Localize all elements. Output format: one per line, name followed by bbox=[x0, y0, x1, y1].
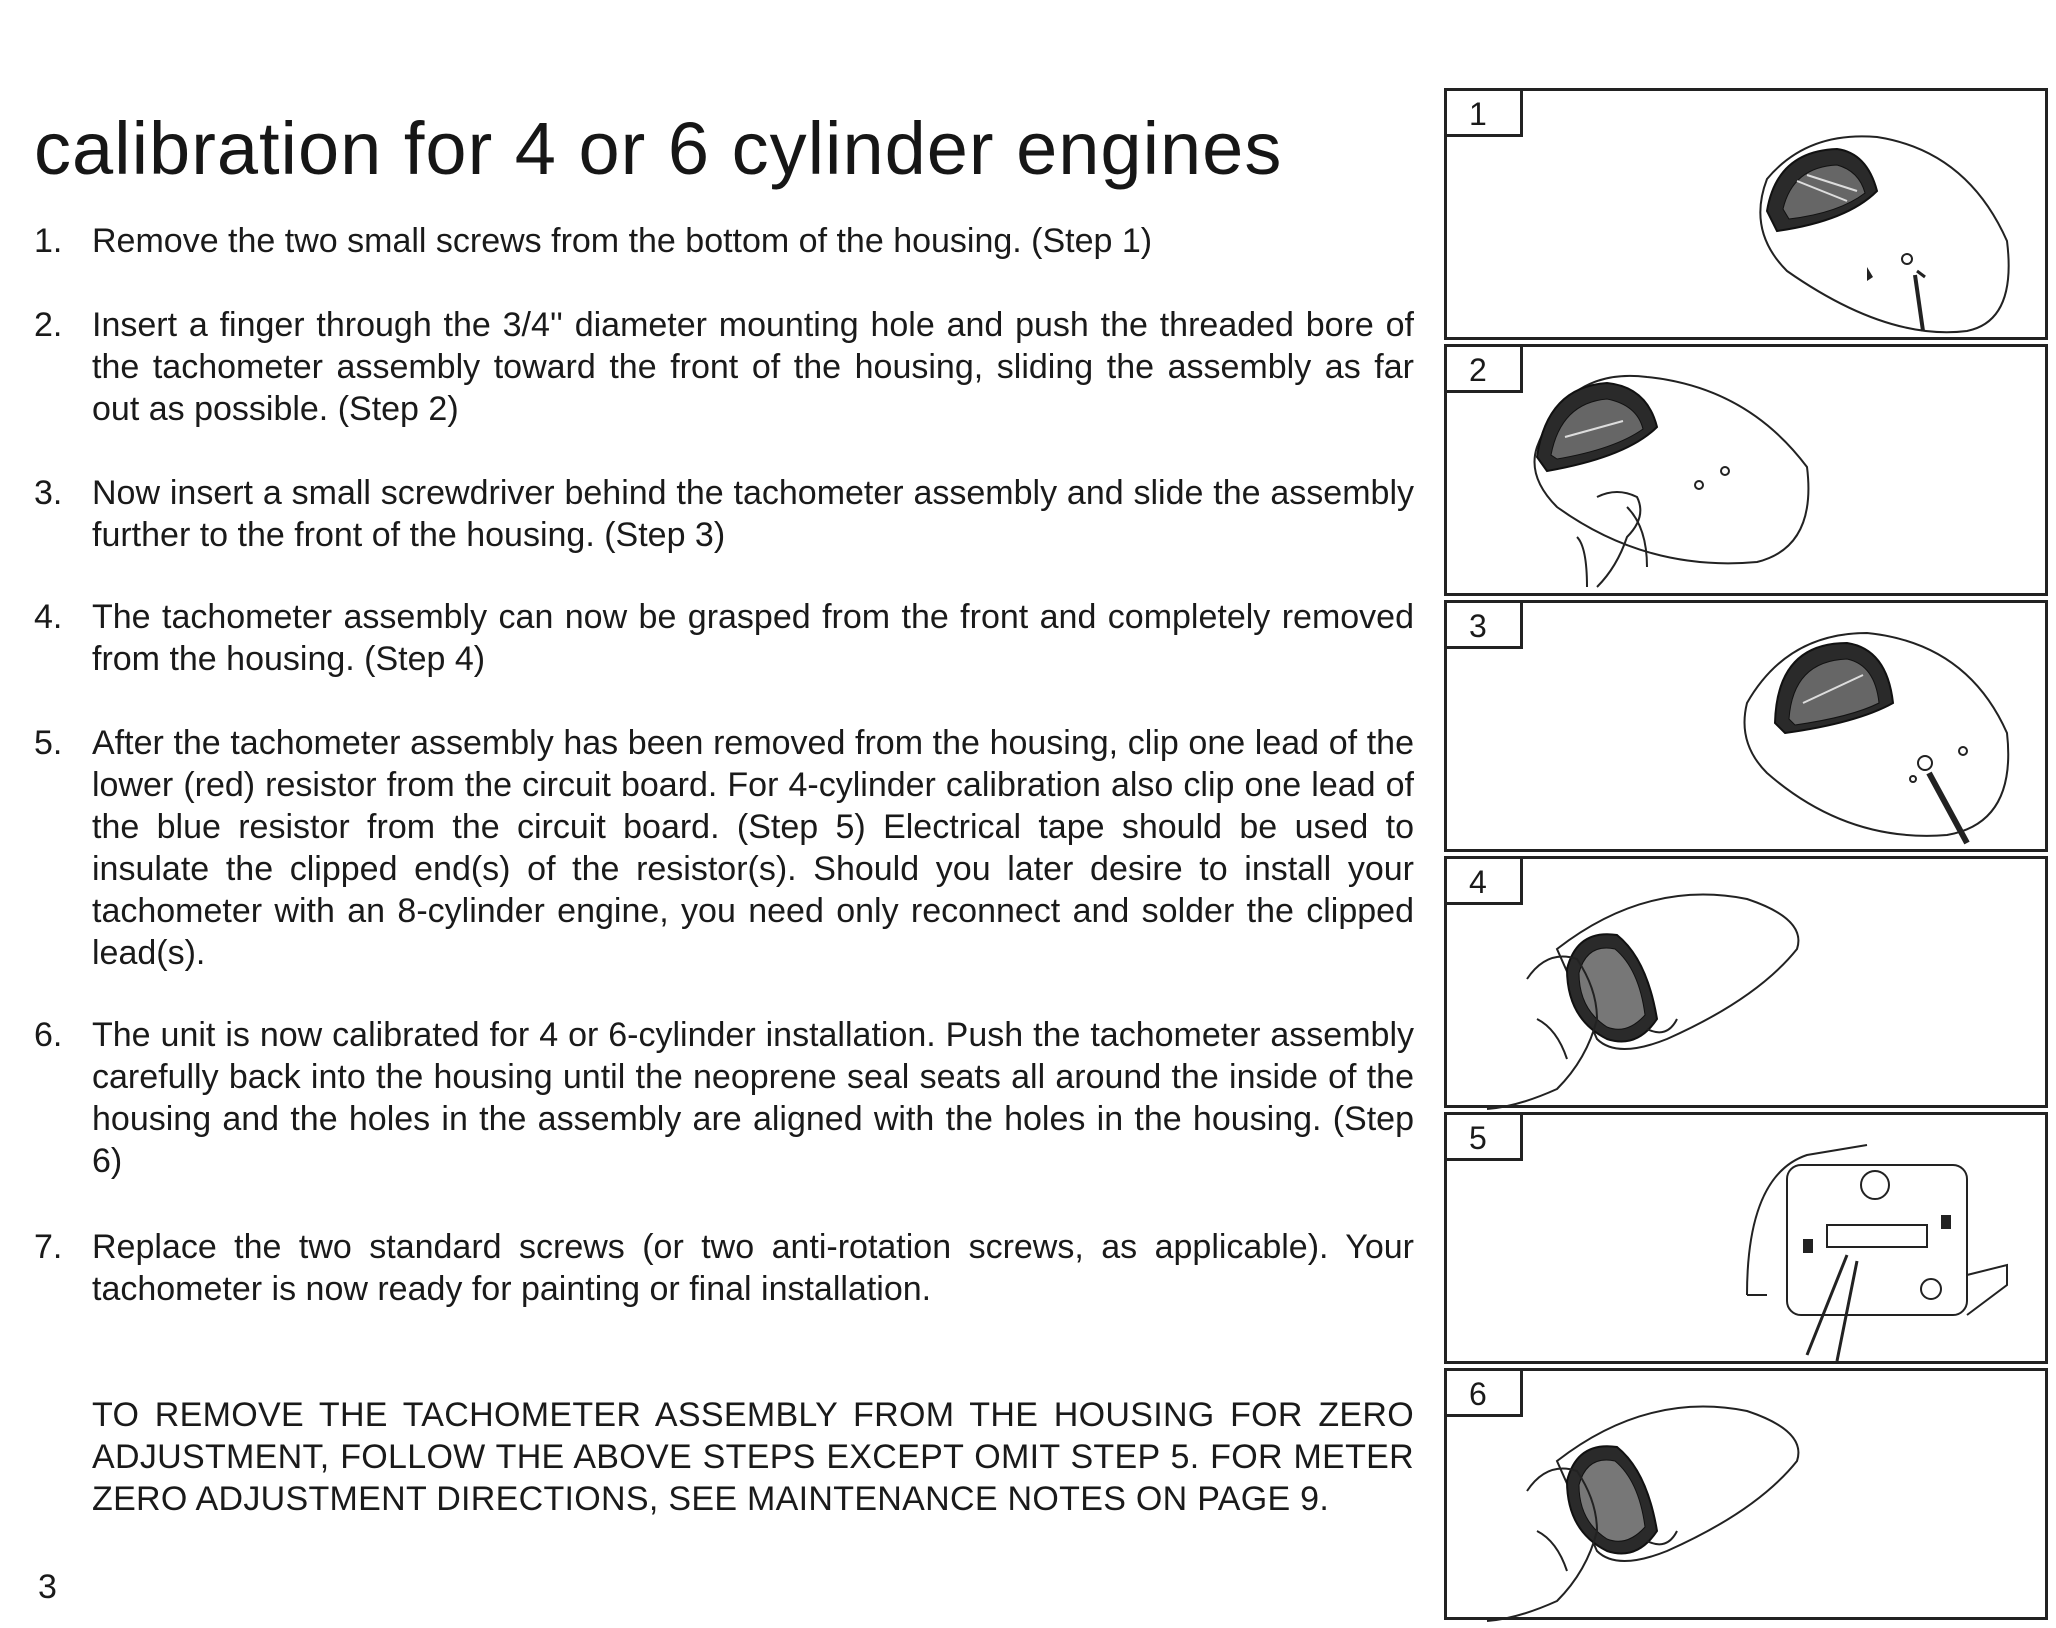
step-number: 3. bbox=[34, 474, 63, 512]
step-number: 7. bbox=[34, 1228, 63, 1266]
step-number: 6. bbox=[34, 1016, 63, 1054]
step-text: The tachometer assembly can now be grasped from the front and completely removed from the housing. (Step 4) bbox=[92, 598, 1414, 678]
step-text: Remove the two small screws from the bottom of the housing. (Step 1) bbox=[92, 222, 1153, 260]
page-title: calibration for 4 or 6 cylinder engines bbox=[34, 107, 1283, 190]
reinsert-assembly-illustration bbox=[1447, 1371, 2051, 1623]
panel-step-5 bbox=[1444, 1112, 2048, 1364]
panel-label: 3 bbox=[1447, 603, 1523, 649]
grasp-remove-illustration bbox=[1447, 859, 2051, 1111]
step-text: After the tachometer assembly has been removed from the housing, clip one lead of the lower (red) resistor from the circuit board. For 4-cylinder calibration also clip one lead of the blue resistor from the circuit board. (Step 5) Electrical tape should be used to insulate the clipped end(s) of the resistor(s). Should you later desire to install your tachometer with an 8-cylinder engine, you need only reconnect and solder the clipped lead(s). bbox=[92, 724, 1414, 972]
step-text: Insert a finger through the 3/4'' diameter mounting hole and push the threaded bore of the tachometer assembly toward the front of the housing, sliding the assembly as far out as possible. (Step 2) bbox=[92, 306, 1414, 428]
clip-resistor-illustration bbox=[1447, 1115, 2051, 1367]
step-text: Replace the two standard screws (or two anti-rotation screws, as applicable). Your tachometer is now ready for painting or final installation. bbox=[92, 1228, 1414, 1308]
panel-label: 4 bbox=[1447, 859, 1523, 905]
panel-label: 5 bbox=[1447, 1115, 1523, 1161]
step-number: 1. bbox=[34, 222, 63, 260]
finger-push-illustration bbox=[1447, 347, 2051, 599]
panel-step-3 bbox=[1444, 600, 2048, 852]
step-number: 4. bbox=[34, 598, 63, 636]
illustration-panels bbox=[1444, 88, 2052, 1624]
panel-step-2 bbox=[1444, 344, 2048, 596]
panel-label: 1 bbox=[1447, 91, 1523, 137]
step-text: The unit is now calibrated for 4 or 6-cylinder installation. Push the tachometer assembly carefully back into the housing until the neoprene seal seats all around the inside of the housing and the holes in the assembly are aligned with the holes in the housing. (Step 6) bbox=[92, 1016, 1414, 1180]
screwdriver-slide-illustration bbox=[1447, 603, 2051, 855]
step-number: 5. bbox=[34, 724, 63, 762]
panel-step-4 bbox=[1444, 856, 2048, 1108]
panel-step-1 bbox=[1444, 88, 2048, 340]
page-number: 3 bbox=[38, 1568, 57, 1606]
step-text: Now insert a small screwdriver behind the tachometer assembly and slide the assembly further to the front of the housing. (Step 3) bbox=[92, 474, 1414, 554]
panel-label: 2 bbox=[1447, 347, 1523, 393]
housing-bottom-screws-illustration bbox=[1447, 91, 2051, 343]
panel-label: 6 bbox=[1447, 1371, 1523, 1417]
panel-step-6 bbox=[1444, 1368, 2048, 1620]
step-number: 2. bbox=[34, 306, 63, 344]
zero-adjustment-note: TO REMOVE THE TACHOMETER ASSEMBLY FROM THE HOUSING FOR ZERO ADJUSTMENT, FOLLOW THE ABOVE STEPS EXCEPT OMIT STEP 5. FOR METER ZERO ADJUSTMENT DIRECTIONS, SEE MAINTENANCE NOTES ON PAGE 9. bbox=[92, 1396, 1414, 1518]
